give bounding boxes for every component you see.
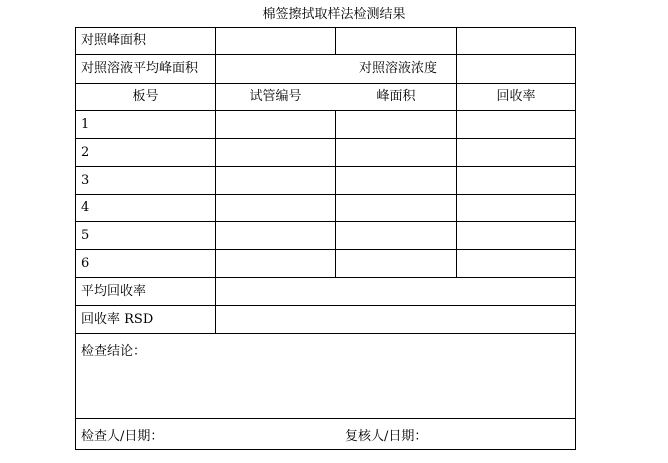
reviewer-signature-label: 复核人/日期：: [345, 429, 428, 444]
header-tube-number: 试管编号: [249, 89, 302, 104]
reference-concentration-value-cell[interactable]: [457, 55, 575, 83]
reference-peak-area-value-cell[interactable]: [336, 28, 456, 54]
plate-row-label: 3: [81, 172, 90, 188]
recovery-rsd-value-cell[interactable]: [216, 306, 575, 333]
results-table: [75, 27, 576, 450]
plate-row-label: 6: [81, 255, 90, 271]
header-plate-number: 板号: [132, 89, 159, 104]
plate-row-label: 5: [81, 227, 90, 243]
plate-row-label: 2: [81, 144, 90, 160]
reference-peak-area-label: 对照峰面积: [81, 33, 147, 48]
reference-peak-area-value-cell[interactable]: [457, 28, 575, 54]
conclusion-label: 检查结论：: [81, 344, 147, 359]
inspector-signature-label: 检查人/日期：: [81, 429, 164, 444]
column-divider: [335, 110, 336, 277]
header-peak-area: 峰面积: [376, 89, 416, 104]
header-recovery: 回收率: [496, 89, 536, 104]
average-recovery-label: 平均回收率: [81, 283, 147, 299]
plate-row-label: 4: [81, 200, 90, 215]
reference-concentration-label: 对照溶液浓度: [358, 61, 437, 76]
recovery-rsd-label: 回收率 RSD: [81, 311, 154, 327]
reference-avg-peak-area-label: 对照溶液平均峰面积: [81, 61, 199, 76]
plate-row-label: 1: [81, 116, 90, 132]
reference-peak-area-value-cell[interactable]: [216, 28, 335, 54]
average-recovery-value-cell[interactable]: [216, 278, 575, 305]
document-title: 棉签擦拭取样法检测结果: [262, 7, 406, 22]
